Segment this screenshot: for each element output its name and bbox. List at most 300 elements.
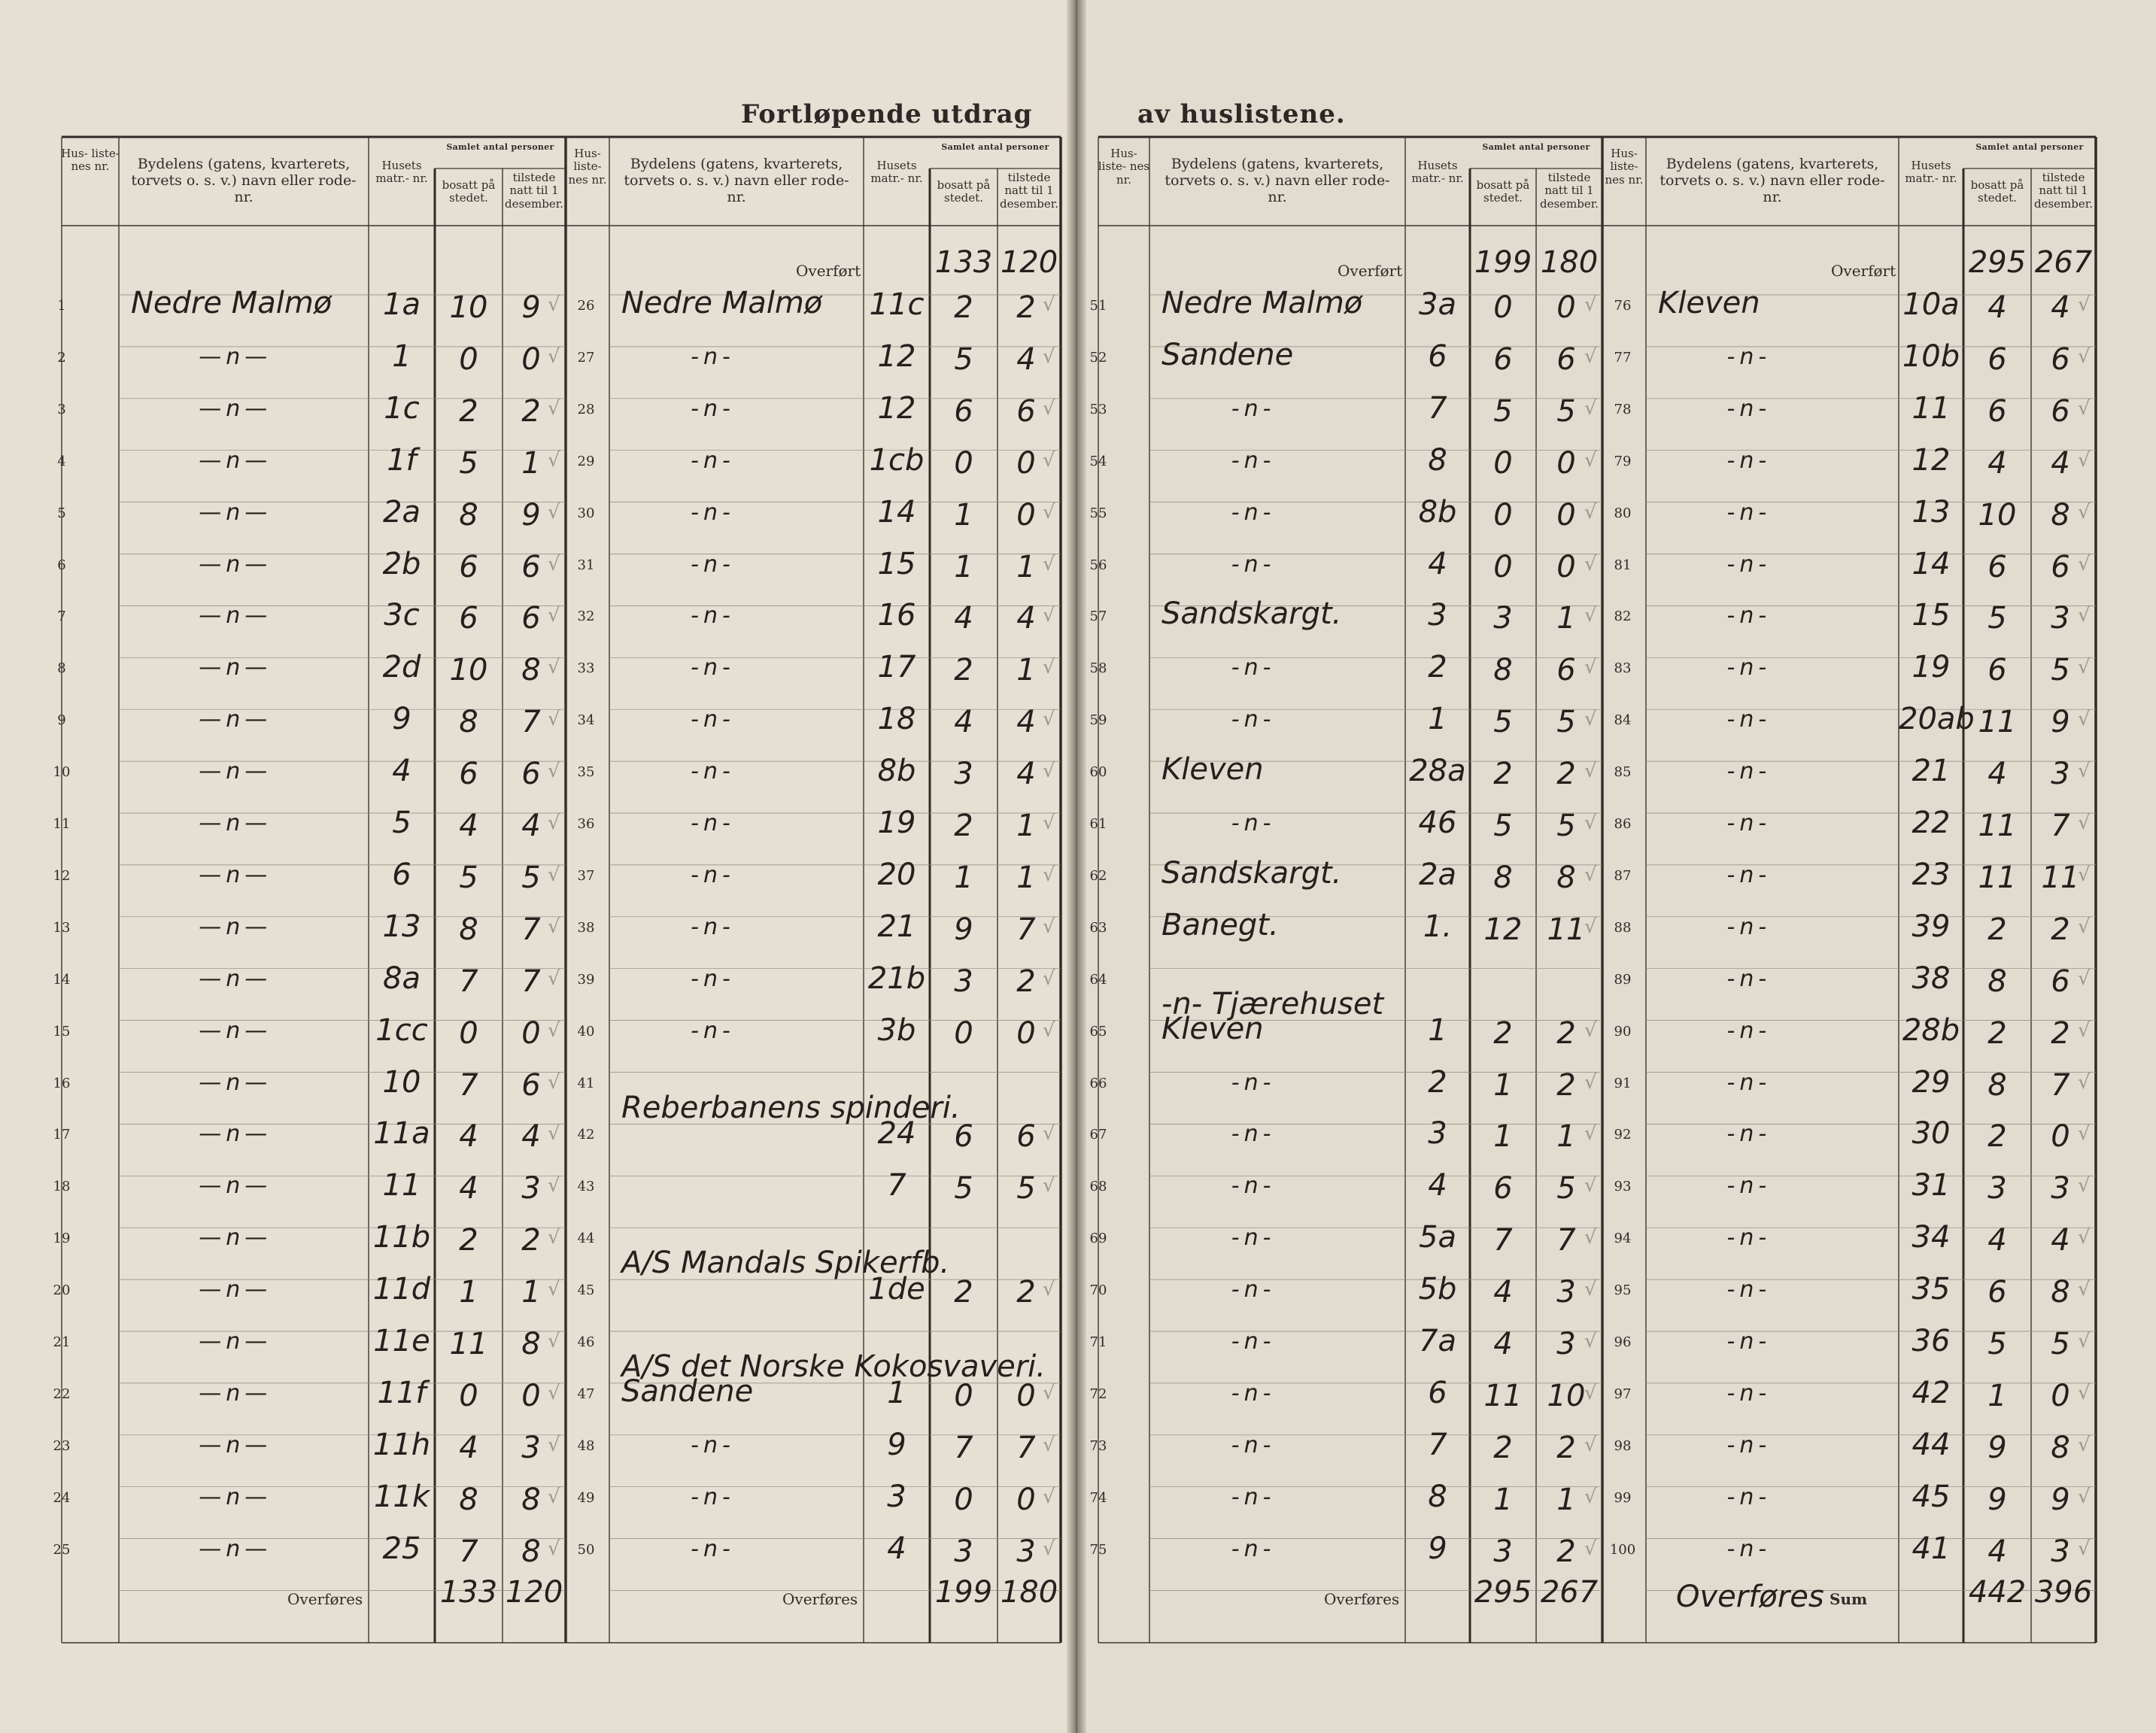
check-mark-icon: √: [548, 1537, 560, 1560]
check-mark-icon: √: [1584, 1433, 1597, 1456]
overfort-tilstede: 180: [1540, 245, 1599, 280]
check-mark-icon: √: [1584, 500, 1597, 524]
check-mark-icon: √: [1584, 448, 1597, 472]
ditto-mark: -n-: [1726, 965, 1772, 992]
check-mark-icon: √: [2078, 396, 2091, 420]
bosatt-count: 10: [449, 290, 488, 325]
check-mark-icon: √: [548, 604, 560, 627]
bosatt-count: 4: [1987, 757, 2007, 792]
bosatt-count: 2: [1493, 757, 1513, 792]
bosatt-count: 1: [954, 497, 973, 533]
tilstede-count: 6: [521, 1067, 541, 1103]
tilstede-count: 9: [2051, 705, 2070, 740]
row-number: 50: [577, 1541, 595, 1558]
matr-number: 11b: [372, 1220, 431, 1255]
bosatt-count: 0: [459, 1015, 478, 1051]
row-number: 19: [53, 1231, 71, 1247]
bosatt-count: 5: [1987, 1327, 2007, 1361]
tilstede-count: 3: [1016, 1534, 1036, 1569]
check-mark-icon: √: [1584, 1174, 1597, 1197]
tilstede-count: 2: [521, 393, 541, 429]
row-number: 92: [1614, 1127, 1632, 1143]
ditto-mark: -n-: [1726, 913, 1772, 940]
ditto-mark: -n-: [1726, 1379, 1772, 1407]
row-number: 55: [1089, 505, 1107, 521]
tilstede-count: 1: [1016, 860, 1036, 895]
check-mark-icon: √: [2078, 1330, 2091, 1352]
tilstede-count: 7: [1016, 912, 1036, 947]
check-mark-icon: √: [548, 863, 560, 886]
bosatt-count: 4: [1987, 1223, 2007, 1258]
check-mark-icon: √: [1043, 812, 1055, 834]
row-number: 37: [577, 867, 595, 884]
row-number: 14: [53, 971, 71, 988]
check-mark-icon: √: [1584, 1278, 1597, 1301]
street-name: Sandskargt.: [1162, 596, 1342, 632]
matr-number: 12: [877, 390, 916, 426]
row-number: 54: [1089, 453, 1107, 469]
bosatt-count: 1: [1493, 1482, 1513, 1517]
header-husnr: Hus- liste- nes nr.: [61, 147, 120, 174]
row-number: 8: [57, 660, 66, 677]
row-number: 100: [1609, 1541, 1636, 1558]
ditto-mark: —n—: [199, 706, 272, 733]
row-number: 85: [1614, 764, 1632, 781]
check-mark-icon: √: [548, 1122, 560, 1146]
tilstede-count: 4: [1016, 705, 1036, 740]
ditto-mark: -n-: [1231, 810, 1276, 836]
matr-number: 6: [1428, 338, 1447, 374]
check-mark-icon: √: [2078, 500, 2091, 524]
tilstede-count: 0: [1556, 497, 1576, 533]
matr-number: 10: [382, 1064, 421, 1100]
check-mark-icon: √: [1584, 1381, 1597, 1404]
check-mark-icon: √: [2078, 293, 2091, 316]
matr-number: 39: [1912, 909, 1951, 944]
street-name: Nedre Malmø: [621, 286, 823, 320]
bosatt-count: 4: [954, 705, 973, 740]
row-number: 38: [577, 919, 595, 936]
row-number: 34: [577, 712, 595, 729]
bosatt-count: 2: [954, 290, 973, 325]
row-number: 3: [57, 401, 66, 417]
ditto-mark: —n—: [199, 1483, 272, 1510]
check-mark-icon: √: [1584, 1122, 1597, 1146]
check-mark-icon: √: [1584, 915, 1597, 938]
check-mark-icon: √: [1043, 604, 1055, 627]
ditto-mark: —n—: [199, 861, 272, 888]
check-mark-icon: √: [548, 656, 560, 679]
row-number: 32: [577, 609, 595, 625]
bosatt-count: 6: [1987, 341, 2007, 377]
tilstede-count: 4: [521, 1119, 541, 1155]
header-bosatt: bosatt på stedet.: [442, 178, 496, 205]
bosatt-count: 9: [1987, 1482, 2007, 1517]
tilstede-count: 6: [1556, 653, 1576, 688]
row-number: 13: [53, 919, 71, 936]
bosatt-count: 3: [954, 1534, 973, 1569]
street-name: Nedre Malmø: [131, 286, 333, 320]
header-tilstede: tilstede natt til 1 desember.: [504, 171, 564, 211]
matr-number: 35: [1912, 1272, 1951, 1307]
check-mark-icon: √: [1043, 396, 1055, 420]
row-number: 33: [577, 660, 595, 677]
matr-number: 13: [382, 909, 421, 944]
ditto-mark: —n—: [199, 654, 272, 681]
row-number: 87: [1614, 867, 1632, 884]
overfores-bosatt: 199: [934, 1575, 993, 1610]
matr-number: 12: [877, 338, 916, 374]
header-tilstede: tilstede natt til 1 desember.: [999, 171, 1059, 211]
bosatt-count: 3: [1493, 1534, 1513, 1569]
check-mark-icon: √: [548, 915, 560, 938]
tilstede-count: 2: [1556, 1534, 1576, 1569]
tilstede-count: 5: [1016, 1171, 1036, 1206]
row-number: 84: [1614, 712, 1632, 729]
check-mark-icon: √: [1043, 552, 1055, 575]
check-mark-icon: √: [548, 1226, 560, 1249]
row-number: 89: [1614, 971, 1632, 988]
check-mark-icon: √: [1043, 708, 1055, 731]
tilstede-count: 6: [1016, 393, 1036, 429]
bosatt-count: 2: [459, 393, 478, 429]
bosatt-count: 2: [954, 653, 973, 688]
tilstede-count: 3: [521, 1430, 541, 1465]
bosatt-count: 0: [954, 445, 973, 481]
matr-number: 3: [887, 1479, 906, 1514]
street-name: Kleven: [1162, 752, 1264, 788]
ditto-mark: —n—: [199, 1017, 272, 1044]
tilstede-count: 7: [2051, 1067, 2070, 1103]
row-number: 83: [1614, 660, 1632, 677]
ditto-mark: -n-: [1726, 1225, 1772, 1252]
row-number: 70: [1089, 1282, 1107, 1299]
row-number: 29: [577, 453, 595, 469]
check-mark-icon: √: [1043, 500, 1055, 524]
matr-number: 11: [382, 1168, 421, 1203]
matr-number: 1: [1428, 702, 1447, 737]
matr-number: 10a: [1902, 287, 1960, 322]
check-mark-icon: √: [548, 293, 560, 316]
row-number: 5: [57, 505, 66, 521]
row-number: 20: [53, 1282, 71, 1299]
check-mark-icon: √: [2078, 1485, 2091, 1508]
header-bydel: Bydelens (gatens, kvarterets, torvets o. s. v.) navn eller rode-nr.: [1660, 156, 1885, 205]
matr-number: 23: [1912, 857, 1951, 892]
matr-number: 11c: [869, 287, 925, 322]
tilstede-count: 4: [2051, 290, 2070, 325]
matr-number: 11h: [372, 1427, 431, 1462]
bosatt-count: 8: [459, 705, 478, 740]
tilstede-count: 1: [1556, 1482, 1576, 1517]
row-number: 61: [1089, 816, 1107, 832]
matr-number: 4: [1428, 546, 1447, 581]
ditto-mark: -n-: [1726, 395, 1772, 422]
matr-number: 9: [1428, 1531, 1447, 1566]
check-mark-icon: √: [2078, 1278, 2091, 1301]
check-mark-icon: √: [2078, 656, 2091, 679]
matr-number: 5a: [1419, 1220, 1456, 1255]
row-number: 10: [53, 764, 71, 781]
matr-number: 42: [1912, 1375, 1951, 1410]
check-mark-icon: √: [1043, 293, 1055, 316]
street-name: Kleven: [1162, 1011, 1264, 1046]
matr-number: 28b: [1902, 1012, 1960, 1048]
tilstede-count: 5: [2051, 653, 2070, 688]
overfores-label: Overføres: [782, 1590, 858, 1608]
overfort-bosatt: 199: [1474, 245, 1532, 280]
matr-number: 20: [877, 857, 916, 892]
matr-number: 1c: [384, 390, 420, 426]
tilstede-count: 7: [521, 912, 541, 947]
tilstede-count: 8: [521, 1534, 541, 1569]
ditto-mark: -n-: [1726, 1017, 1772, 1044]
check-mark-icon: √: [1043, 1381, 1055, 1404]
matr-number: 3: [1428, 1116, 1447, 1152]
check-mark-icon: √: [1584, 344, 1597, 368]
matr-number: 3b: [877, 1012, 916, 1048]
row-number: 36: [577, 816, 595, 832]
check-mark-icon: √: [1584, 1226, 1597, 1249]
check-mark-icon: √: [2078, 1018, 2091, 1042]
overfores-handwritten: Overføres: [1676, 1580, 1824, 1614]
row-number: 75: [1089, 1541, 1107, 1558]
bosatt-count: 8: [1987, 964, 2007, 999]
ditto-mark: -n-: [1726, 1328, 1772, 1355]
matr-number: 11d: [372, 1272, 431, 1307]
matr-number: 21: [877, 909, 916, 944]
tilstede-count: 9: [521, 290, 541, 325]
street-name: Banegt.: [1162, 907, 1279, 942]
overfort-label: Overført: [1338, 262, 1403, 280]
ditto-mark: —n—: [199, 1276, 272, 1304]
row-number: 68: [1089, 1179, 1107, 1195]
row-number: 80: [1614, 505, 1632, 521]
matr-number: 15: [877, 546, 916, 581]
row-number: 60: [1089, 764, 1107, 781]
matr-number: 1: [1428, 1012, 1447, 1048]
check-mark-icon: √: [548, 1485, 560, 1508]
bosatt-count: 3: [1987, 1171, 2007, 1206]
tilstede-count: 2: [1556, 1067, 1576, 1103]
tilstede-count: 2: [1556, 757, 1576, 792]
ditto-mark: -n-: [1726, 1276, 1772, 1304]
header-husnr: Hus- liste- nes nr.: [1605, 147, 1644, 187]
check-mark-icon: √: [1043, 448, 1055, 472]
ditto-mark: -n-: [691, 1017, 735, 1044]
bosatt-count: 8: [459, 497, 478, 533]
row-number: 15: [53, 1023, 71, 1039]
ditto-mark: -n-: [691, 861, 735, 888]
bosatt-count: 4: [1987, 445, 2007, 481]
matr-number: 7: [1428, 1427, 1447, 1462]
check-mark-icon: √: [2078, 1226, 2091, 1249]
ditto-mark: —n—: [199, 395, 272, 422]
row-number: 66: [1089, 1075, 1107, 1091]
check-mark-icon: √: [548, 1381, 560, 1404]
matr-number: 17: [877, 650, 916, 685]
bosatt-count: 3: [954, 757, 973, 792]
tilstede-count: 0: [2051, 1119, 2070, 1155]
check-mark-icon: √: [548, 552, 560, 575]
bosatt-count: 3: [1493, 601, 1513, 636]
check-mark-icon: √: [2078, 863, 2091, 886]
bosatt-count: 10: [449, 653, 488, 688]
matr-number: 38: [1912, 961, 1951, 996]
bosatt-count: 7: [459, 1067, 478, 1103]
row-number: 26: [577, 298, 595, 314]
ditto-mark: -n-: [1726, 1431, 1772, 1458]
matr-number: 4: [887, 1531, 906, 1566]
matr-number: 9: [887, 1427, 906, 1462]
header-matr: Husets matr.- nr.: [375, 159, 428, 186]
ditto-mark: -n-: [1231, 654, 1276, 681]
row-number: 4: [57, 453, 66, 469]
overfort-label: Overført: [796, 262, 861, 280]
matr-number: 6: [392, 857, 411, 892]
row-number: 78: [1614, 401, 1632, 417]
bosatt-count: 9: [954, 912, 973, 947]
tilstede-count: 3: [2051, 601, 2070, 636]
row-number: 52: [1089, 349, 1107, 366]
tilstede-count: 7: [2051, 809, 2070, 843]
tilstede-count: 6: [1556, 341, 1576, 377]
ditto-mark: -n-: [1231, 1535, 1276, 1562]
matr-number: 29: [1912, 1064, 1951, 1100]
check-mark-icon: √: [1043, 1122, 1055, 1146]
bosatt-count: 7: [459, 964, 478, 999]
row-number: 93: [1614, 1179, 1632, 1195]
row-number: 95: [1614, 1282, 1632, 1299]
tilstede-count: 1: [1556, 601, 1576, 636]
tilstede-count: 7: [521, 964, 541, 999]
check-mark-icon: √: [2078, 1433, 2091, 1456]
tilstede-count: 2: [1556, 1430, 1576, 1465]
row-number: 94: [1614, 1231, 1632, 1247]
row-number: 7: [57, 609, 66, 625]
bosatt-count: 4: [459, 1171, 478, 1206]
ditto-mark: -n-: [1726, 654, 1772, 681]
check-mark-icon: √: [1584, 552, 1597, 575]
bosatt-count: 0: [459, 1378, 478, 1413]
ditto-mark: -n-: [1726, 758, 1772, 785]
ditto-mark: -n-: [1726, 1535, 1772, 1562]
matr-number: 45: [1912, 1479, 1951, 1514]
row-number: 86: [1614, 816, 1632, 832]
tilstede-count: 0: [1016, 1482, 1036, 1517]
tilstede-count: 5: [521, 860, 541, 895]
ditto-mark: —n—: [199, 447, 272, 474]
ditto-mark: -n-: [1231, 1173, 1276, 1200]
check-mark-icon: √: [1584, 1070, 1597, 1094]
header-matr: Husets matr.- nr.: [1905, 159, 1957, 186]
ditto-mark: -n-: [1231, 1121, 1276, 1148]
matr-number: 10b: [1902, 338, 1960, 374]
row-number: 91: [1614, 1075, 1632, 1091]
matr-number: 2d: [382, 650, 421, 685]
overfores-label: Overføres: [1324, 1590, 1400, 1608]
matr-number: 31: [1912, 1168, 1951, 1203]
row-number: 1: [57, 298, 66, 314]
ditto-mark: -n-: [691, 343, 735, 370]
tilstede-count: 1: [1556, 1119, 1576, 1155]
bosatt-count: 7: [954, 1430, 973, 1465]
sum-label: Sum: [1830, 1590, 1868, 1608]
tilstede-count: 6: [2051, 549, 2070, 584]
ditto-mark: -n-: [1231, 1431, 1276, 1458]
street-name: A/S det Norske Kokosvaveri.: [621, 1349, 1046, 1384]
row-number: 25: [53, 1541, 71, 1558]
matr-number: 11: [1912, 390, 1951, 426]
row-number: 12: [53, 867, 71, 884]
matr-number: 7: [887, 1168, 906, 1203]
ditto-mark: -n-: [1726, 602, 1772, 630]
bosatt-count: 0: [459, 341, 478, 377]
ditto-mark: -n-: [691, 551, 735, 578]
ditto-mark: —n—: [199, 499, 272, 526]
bosatt-count: 6: [1987, 653, 2007, 688]
bosatt-count: 5: [954, 341, 973, 377]
row-number: 72: [1089, 1385, 1107, 1402]
tilstede-count: 0: [1556, 445, 1576, 481]
ditto-mark: -n-: [1231, 1069, 1276, 1096]
matr-number: 3c: [384, 598, 420, 633]
header-tilstede: tilstede natt til 1 desember.: [1539, 171, 1599, 211]
header-samlet: Samlet antal personer: [1975, 142, 2084, 152]
ditto-mark: -n-: [1231, 1276, 1276, 1304]
row-number: 17: [53, 1127, 71, 1143]
tilstede-count: 0: [1016, 445, 1036, 481]
matr-number: 2a: [383, 494, 421, 530]
tilstede-count: 8: [2051, 1430, 2070, 1465]
row-number: 30: [577, 505, 595, 521]
matr-number: 11e: [373, 1324, 430, 1358]
bosatt-count: 4: [1987, 1534, 2007, 1569]
ditto-mark: —n—: [199, 1379, 272, 1407]
tilstede-count: 0: [1556, 290, 1576, 325]
bosatt-count: 2: [1987, 912, 2007, 947]
tilstede-count: 10: [1547, 1378, 1586, 1413]
overfores-label: Overføres: [287, 1590, 363, 1608]
matr-number: 16: [877, 598, 916, 633]
matr-number: 8b: [1418, 494, 1457, 530]
matr-number: 1de: [868, 1272, 925, 1307]
check-mark-icon: √: [548, 967, 560, 990]
tilstede-count: 4: [521, 809, 541, 843]
bosatt-count: 5: [1493, 809, 1513, 843]
tilstede-count: 2: [1016, 1275, 1036, 1310]
row-number: 9: [57, 712, 66, 729]
row-number: 63: [1089, 919, 1107, 936]
bosatt-count: 2: [954, 809, 973, 843]
matr-number: 14: [1912, 546, 1951, 581]
bosatt-count: 6: [954, 1119, 973, 1155]
tilstede-count: 6: [2051, 393, 2070, 429]
row-number: 59: [1089, 712, 1107, 729]
ditto-mark: -n-: [1231, 1225, 1276, 1252]
bosatt-count: 0: [954, 1015, 973, 1051]
bosatt-count: 11: [1978, 809, 2017, 843]
check-mark-icon: √: [1043, 1174, 1055, 1197]
matr-number: 5: [392, 806, 411, 840]
matr-number: 44: [1912, 1427, 1951, 1462]
bosatt-count: 7: [1493, 1223, 1513, 1258]
bosatt-count: 8: [1493, 653, 1513, 688]
ditto-mark: -n-: [1726, 551, 1772, 578]
tilstede-count: 2: [2051, 1015, 2070, 1051]
tilstede-count: 0: [521, 1015, 541, 1051]
check-mark-icon: √: [2078, 708, 2091, 731]
